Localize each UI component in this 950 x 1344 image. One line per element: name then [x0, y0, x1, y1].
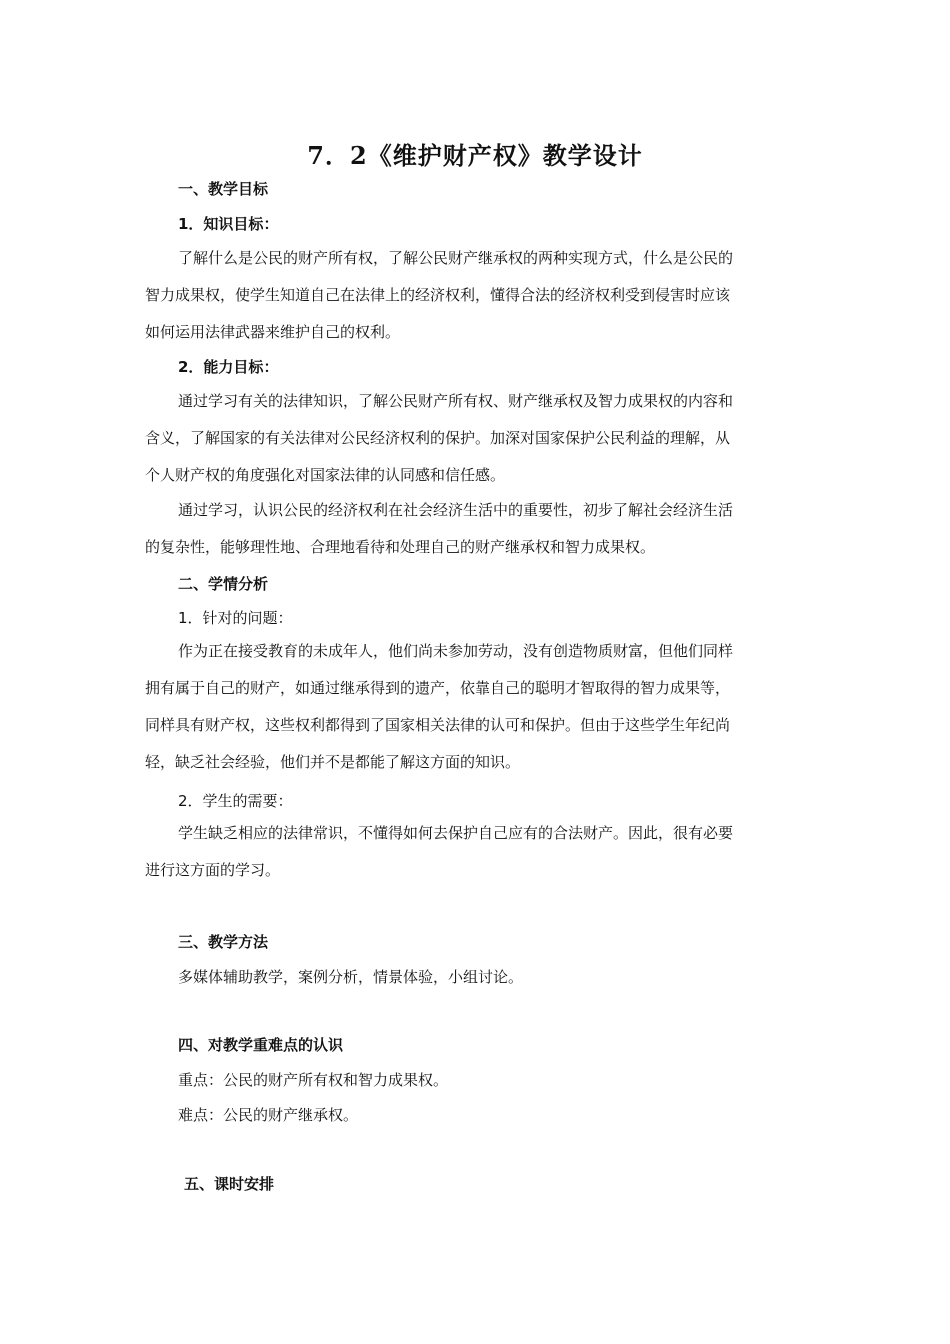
text-line: 智力成果权，使学生知道自己在法律上的经济权利，懂得合法的经济权利受到侵害时应该	[145, 286, 731, 304]
section-heading-teaching-methods: 三、教学方法	[178, 933, 269, 951]
text-line: 的复杂性，能够理性地、合理地看待和处理自己的财产继承权和智力成果权。	[145, 538, 656, 556]
text-teaching-methods: 多媒体辅助教学，案例分析，情景体验，小组讨论。	[178, 968, 524, 986]
section-heading-key-points: 四、对教学重难点的认识	[178, 1036, 344, 1054]
text-line: 含义，了解国家的有关法律对公民经济权利的保护。加深对国家保护公民利益的理解，从	[145, 429, 731, 447]
subheading-student-needs: 2．学生的需要：	[178, 792, 293, 810]
subheading-targeted-issues: 1．针对的问题：	[178, 609, 293, 627]
paragraph-ability-goals	[145, 383, 810, 494]
text-line: 学生缺乏相应的法律常识，不懂得如何去保护自己应有的合法财产。因此，很有必要	[178, 824, 734, 842]
text-line: 作为正在接受教育的未成年人，他们尚未参加劳动，没有创造物质财富，但他们同样	[178, 642, 734, 660]
section-heading-teaching-goals: 一、教学目标	[178, 180, 269, 198]
paragraph-student-needs	[145, 815, 810, 889]
text-line: 个人财产权的角度强化对国家法律的认同感和信任感。	[145, 466, 506, 484]
document-title: 7．2《维护财产权》教学设计	[307, 141, 643, 170]
text-line: 拥有属于自己的财产，如通过继承得到的遗产，依靠自己的聪明才智取得的智力成果等，	[145, 679, 731, 697]
text-difficult-point: 难点：公民的财产继承权。	[178, 1106, 359, 1124]
paragraph-targeted-issues	[145, 633, 810, 781]
text-line: 同样具有财产权，这些权利都得到了国家相关法律的认可和保护。但由于这些学生年纪尚	[145, 716, 731, 734]
subheading-knowledge-goals: 1．知识目标：	[178, 215, 279, 233]
paragraph-knowledge-goals	[145, 240, 810, 351]
section-heading-class-schedule: 五、课时安排	[184, 1175, 275, 1193]
text-line: 轻，缺乏社会经验，他们并不是都能了解这方面的知识。	[145, 753, 521, 771]
text-line: 如何运用法律武器来维护自己的权利。	[145, 323, 401, 341]
text-line: 通过学习，认识公民的经济权利在社会经济生活中的重要性，初步了解社会经济生活	[178, 501, 734, 519]
paragraph-economic-rights	[145, 492, 810, 566]
text-key-point: 重点：公民的财产所有权和智力成果权。	[178, 1071, 449, 1089]
subheading-ability-goals: 2．能力目标：	[178, 358, 279, 376]
section-heading-student-analysis: 二、学情分析	[178, 575, 269, 593]
text-line: 进行这方面的学习。	[145, 861, 281, 879]
text-line: 了解什么是公民的财产所有权，了解公民财产继承权的两种实现方式，什么是公民的	[178, 249, 734, 267]
text-line: 通过学习有关的法律知识，了解公民财产所有权、财产继承权及智力成果权的内容和	[178, 392, 734, 410]
